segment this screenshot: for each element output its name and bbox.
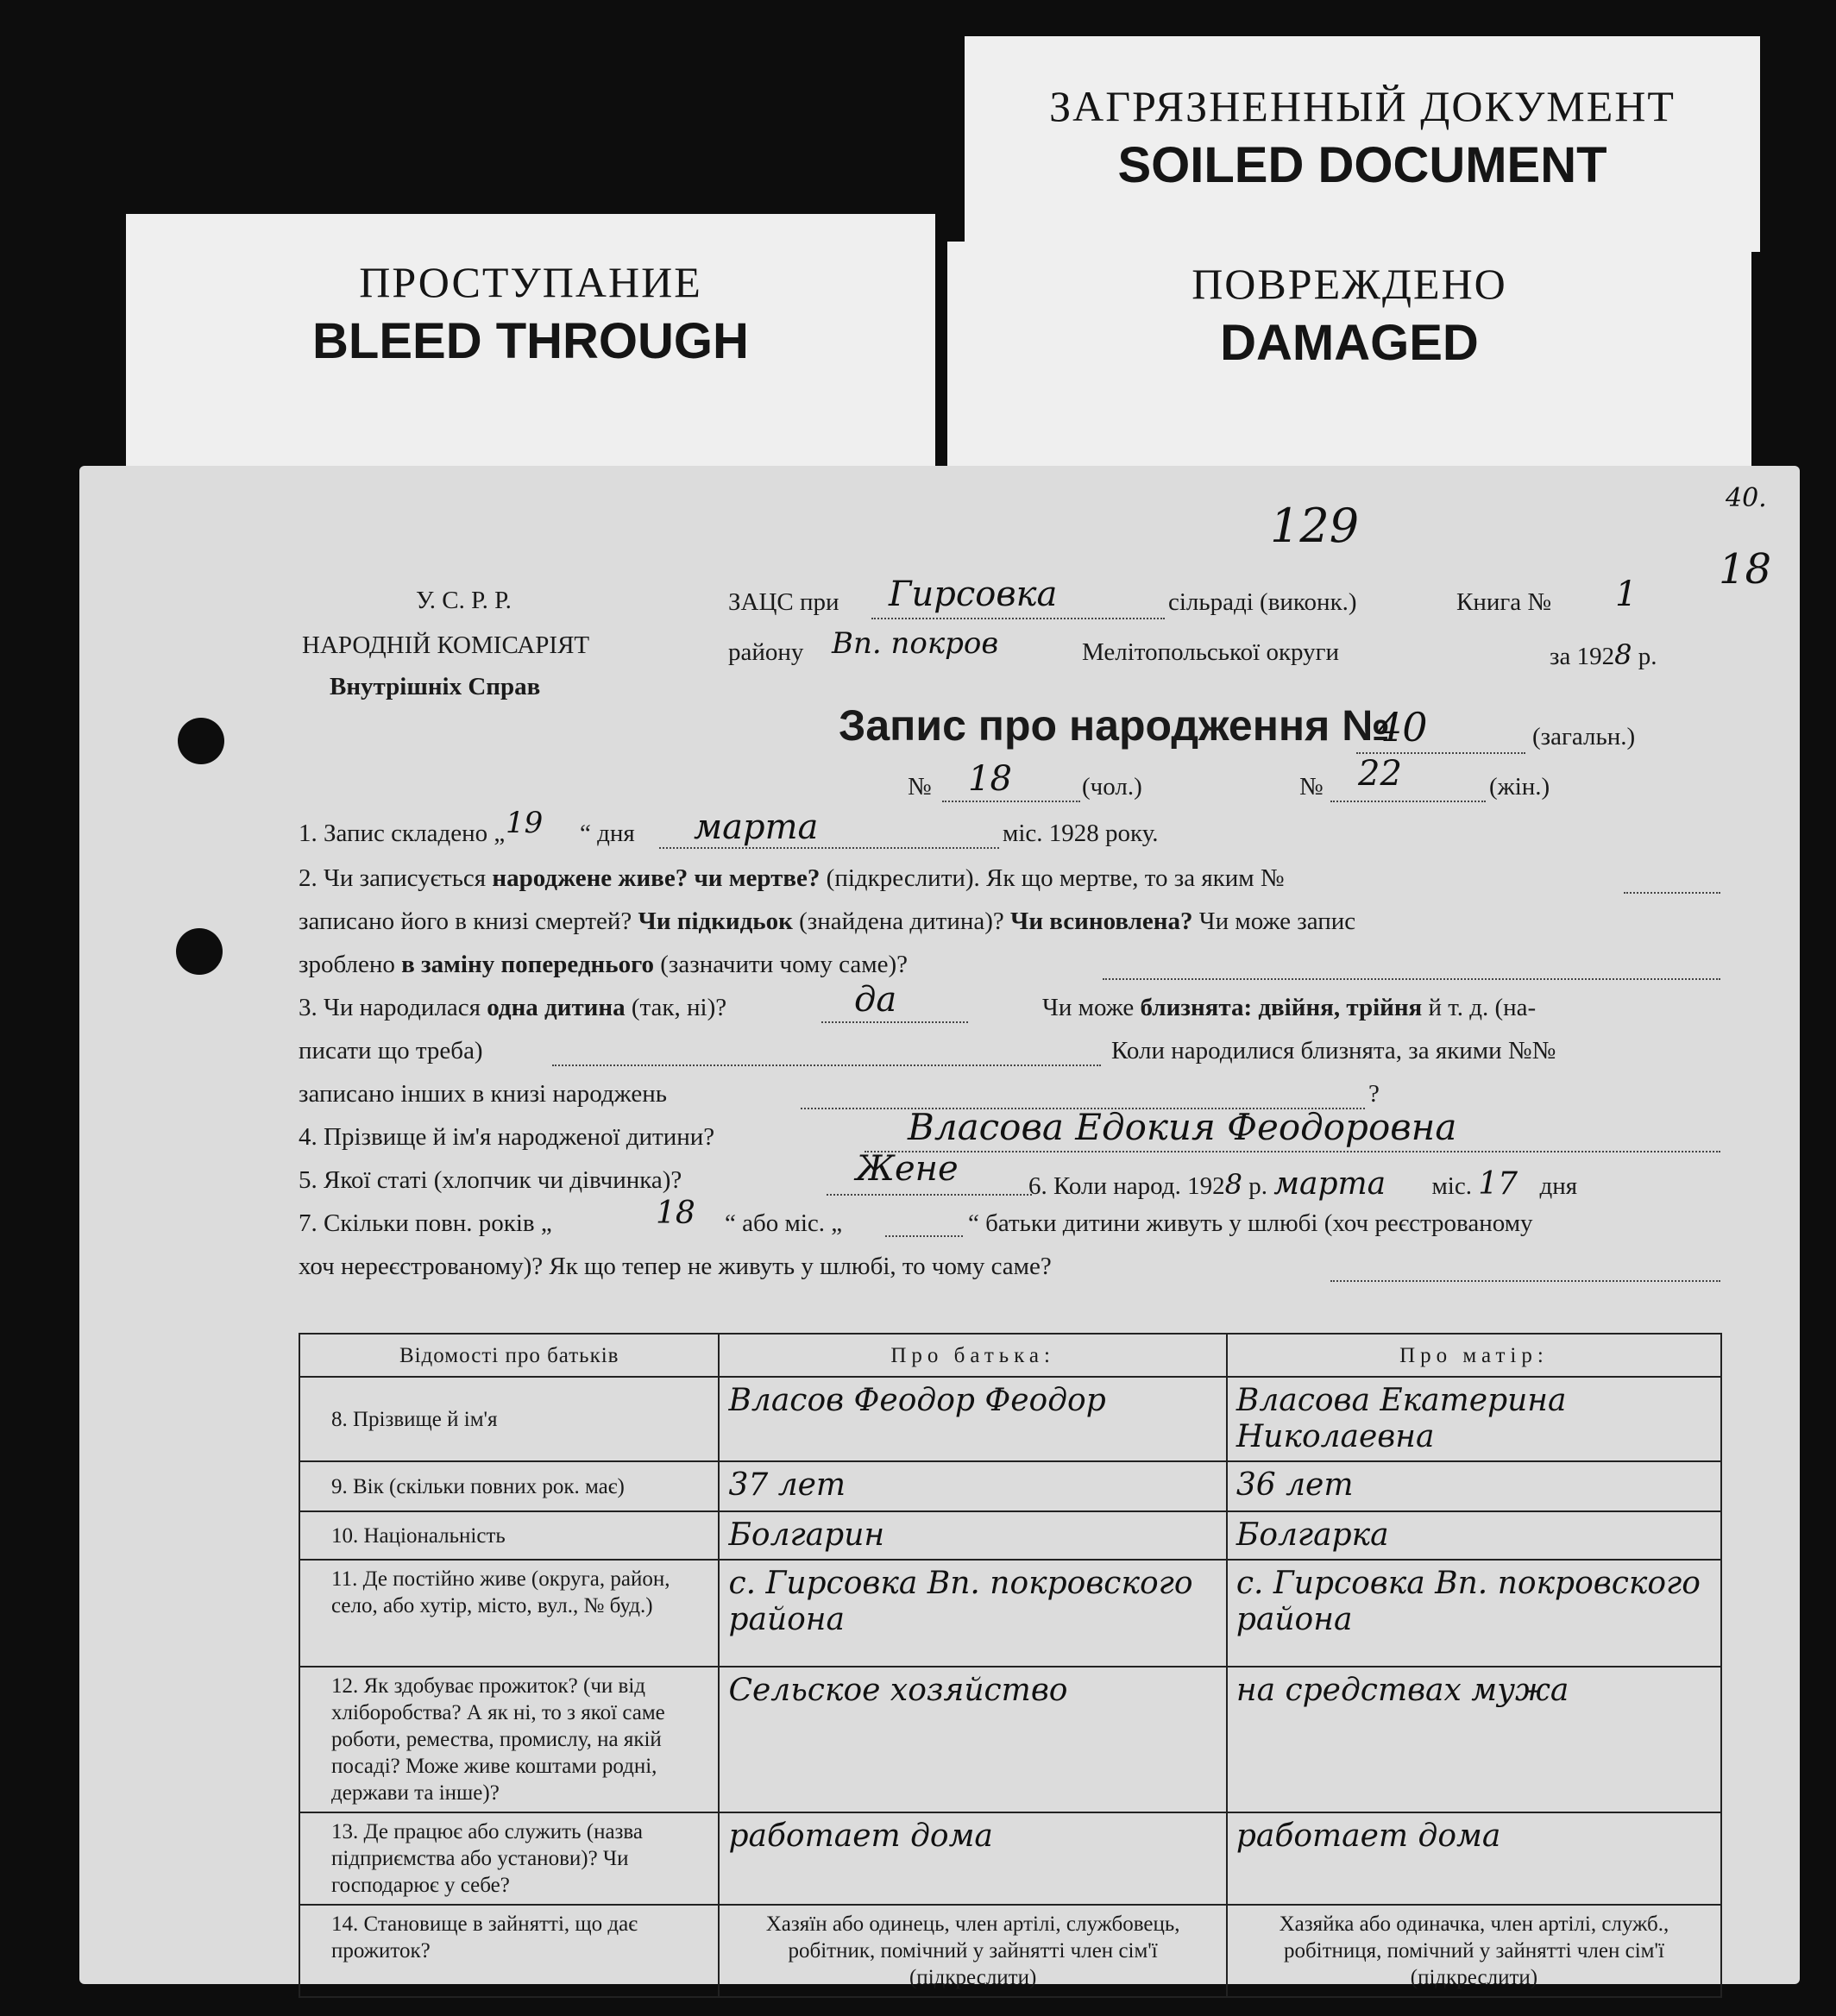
item-2-text: (знайдена дитина)? xyxy=(799,908,1004,935)
row-label: 8. Прізвище й ім'я xyxy=(299,1377,719,1461)
soiled-document-tag xyxy=(965,36,1760,252)
female-no-line xyxy=(1330,801,1486,802)
father-value: Болгарин xyxy=(719,1511,1226,1560)
item-3-q: ? xyxy=(1368,1080,1380,1108)
item-3-line3: записано інших в книзі народжень xyxy=(299,1080,667,1108)
row-label: 13. Де працює або служить (назва підприємства або установи)? Чи господарює у себе? xyxy=(299,1812,719,1905)
item-3-line1b xyxy=(1042,994,1536,1022)
item-3-line xyxy=(821,1021,968,1023)
row-label: 14. Становище в зайнятті, що дає прожиток? xyxy=(299,1905,719,1997)
table-row xyxy=(299,1905,1721,1997)
item-6-text: 6. Коли народ. 192 xyxy=(1028,1172,1225,1200)
row-label: 11. Де постійно живе (округа, район, село, або хутір, місто, вул., № буд.) xyxy=(299,1560,719,1667)
table-header: Про матір: xyxy=(1227,1334,1721,1377)
soiled-tag-ru: ЗАГРЯЗНЕННЫЙ ДОКУМЕНТ xyxy=(1049,82,1676,130)
raion-value: Вп. покров xyxy=(832,626,999,661)
general-label: (загальн.) xyxy=(1532,723,1636,751)
item-2-bold: в заміну попереднього xyxy=(401,951,655,978)
item-2-text: (зазначити чому саме)? xyxy=(660,951,908,978)
item-2-line xyxy=(1624,892,1720,894)
item-7-line2: хоч нереєстрованому)? Як що тепер не живуть у шлюбі, то чому саме? xyxy=(299,1253,1052,1280)
male-no-value: 18 xyxy=(968,759,1012,799)
mother-value: Власова Екатерина Николаевна xyxy=(1227,1377,1721,1461)
father-value: работает дома xyxy=(719,1812,1226,1905)
item-2-text: (підкреслити). Як що мертве, то за яким № xyxy=(826,864,1285,892)
item-6-year: 8 xyxy=(1224,1168,1242,1201)
bleed-through-tag xyxy=(126,214,935,473)
item-4-label: 4. Прізвище й ім'я народженої дитини? xyxy=(299,1123,715,1151)
item-6-month: марта xyxy=(1273,1166,1386,1202)
item-3-text: (так, ні)? xyxy=(631,994,727,1021)
mother-status-options xyxy=(1227,1905,1721,1997)
father-value: Сельское хозяйство xyxy=(719,1667,1226,1812)
soiled-tag-en: SOILED DOCUMENT xyxy=(1117,137,1607,193)
book-value: 1 xyxy=(1615,575,1638,614)
damaged-tag-en: DAMAGED xyxy=(1220,315,1479,371)
zags-label: ЗАЦС при xyxy=(728,588,839,616)
record-title: Запис про народження № xyxy=(839,701,1390,750)
father-value: Власов Феодор Феодор xyxy=(719,1377,1226,1461)
punch-hole xyxy=(178,718,224,764)
mother-value: 36 лет xyxy=(1227,1461,1721,1511)
damaged-tag xyxy=(947,242,1751,474)
record-number: 40 xyxy=(1377,704,1428,751)
item-2-text: 2. Чи записується xyxy=(299,864,487,892)
father-status-options xyxy=(719,1905,1226,1997)
item-1-b: “ дня xyxy=(580,820,635,847)
item-5-label: 5. Якої статі (хлопчик чи дівчинка)? xyxy=(299,1166,682,1194)
father-status-text: Хазяїн або одинець, член артілі, службовець, робітник, помічний у зайнятті член сім'ї xyxy=(765,1912,1180,1963)
table-header-row xyxy=(299,1334,1721,1377)
table-row xyxy=(299,1812,1721,1905)
mother-value: Болгарка xyxy=(1227,1511,1721,1560)
mother-status-text: Хазяйка або одиначка, член артілі, служб., робітниця, помічний у зайнятті член сім'ї xyxy=(1279,1912,1669,1963)
item-2-text: записано його в книзі смертей? xyxy=(299,908,632,935)
item-7-line xyxy=(1330,1280,1720,1282)
item-7-a: 7. Скільки повн. років „ xyxy=(299,1209,552,1237)
father-value: с. Гирсовка Вп. покровского района xyxy=(719,1560,1226,1667)
item-3-text: 3. Чи народилася xyxy=(299,994,481,1021)
female-no-value: 22 xyxy=(1358,754,1402,794)
father-value: 37 лет xyxy=(719,1461,1226,1511)
corner-number: 40. xyxy=(1726,483,1767,513)
item-4-line xyxy=(865,1151,1720,1152)
state-abbrev: У. С. Р. Р. xyxy=(416,587,512,614)
bleed-tag-en: BLEED THROUGH xyxy=(312,313,749,369)
item-2-line3 xyxy=(299,951,908,979)
item-2-line2 xyxy=(299,908,1355,936)
female-label: (жін.) xyxy=(1489,773,1550,801)
table-row xyxy=(299,1377,1721,1461)
table-row xyxy=(299,1667,1721,1812)
table-row xyxy=(299,1511,1721,1560)
item-6-text: міс. xyxy=(1431,1172,1472,1200)
damaged-tag-ru: ПОВРЕЖДЕНО xyxy=(1192,260,1507,308)
item-3-bold: одна дитина xyxy=(487,994,626,1021)
item-2-line1 xyxy=(299,864,1285,893)
item-2-bold: Чи підкидьок xyxy=(638,908,793,935)
table-row xyxy=(299,1461,1721,1511)
year-suffix: р. xyxy=(1638,643,1657,670)
item-3-text: Чи може xyxy=(1042,994,1135,1021)
commissariat: НАРОДНІЙ КОМІСАРІЯТ xyxy=(302,631,590,659)
item-2-line xyxy=(1103,978,1720,980)
margin-book-number: 18 xyxy=(1719,545,1772,593)
ministry: Внутрішніх Справ xyxy=(330,673,541,700)
item-3-bold: близнята: двійня, трійня xyxy=(1140,994,1423,1021)
book-label: Книга № xyxy=(1456,588,1552,616)
item-7-c: “ батьки дитини живуть у шлюбі (хоч реєстрованому xyxy=(968,1209,1533,1237)
table-row xyxy=(299,1560,1721,1667)
bleed-tag-ru: ПРОСТУПАНИЕ xyxy=(359,258,702,306)
item-5-line xyxy=(827,1194,1032,1196)
item-7-line xyxy=(885,1235,963,1237)
page-number: 129 xyxy=(1270,499,1360,553)
item-1-c: міс. 1928 року. xyxy=(1003,820,1159,847)
item-3-line1 xyxy=(299,994,726,1022)
item-5-value: Жене xyxy=(856,1149,959,1189)
female-no-label: № xyxy=(1299,773,1324,801)
raion-label: району xyxy=(728,638,804,666)
okrug-label: Мелітопольської округи xyxy=(1082,638,1340,666)
item-1-month-line xyxy=(659,847,999,849)
zags-value: Гирсовка xyxy=(889,575,1058,614)
year-digit: 8 xyxy=(1614,638,1632,671)
zags-line xyxy=(871,618,1165,619)
item-7-years: 18 xyxy=(656,1196,695,1231)
item-7-b: “ або міс. „ xyxy=(725,1209,843,1237)
item-3-line xyxy=(552,1065,1101,1066)
item-1-day: 19 xyxy=(506,806,544,840)
male-no-label: № xyxy=(908,773,932,801)
item-2-text: зроблено xyxy=(299,951,395,978)
item-6-text: р. xyxy=(1248,1172,1267,1200)
mother-status-note: (підкреслити) xyxy=(1410,1966,1538,1989)
punch-hole xyxy=(176,928,223,975)
mother-value: с. Гирсовка Вп. покровского района xyxy=(1227,1560,1721,1667)
table-header: Про батька: xyxy=(719,1334,1226,1377)
item-3-line2b: Коли народилися близнята, за якими №№ xyxy=(1111,1037,1556,1065)
item-1-a: 1. Запис складено „ xyxy=(299,820,506,847)
year-prefix: за 192 xyxy=(1550,643,1615,670)
table-header: Відомості про батьків xyxy=(299,1334,719,1377)
item-6 xyxy=(1028,1166,1577,1202)
mother-value: работает дома xyxy=(1227,1812,1721,1905)
male-no-line xyxy=(942,801,1080,802)
item-2-bold: народжене живе? чи мертве? xyxy=(492,864,821,892)
mother-value: на средствах мужа xyxy=(1227,1667,1721,1812)
row-label: 10. Національність xyxy=(299,1511,719,1560)
item-6-day: 17 xyxy=(1478,1166,1518,1202)
father-status-note: (підкреслити) xyxy=(909,1966,1037,1989)
male-label: (чол.) xyxy=(1082,773,1142,801)
parents-table xyxy=(299,1333,1722,1998)
item-4-value: Власова Едокия Феодоровна xyxy=(908,1106,1457,1148)
item-3-value: да xyxy=(854,980,897,1020)
birth-record-form xyxy=(79,466,1800,1989)
item-2-bold: Чи всиновлена? xyxy=(1010,908,1193,935)
item-3-line2a: писати що треба) xyxy=(299,1037,483,1065)
item-2-text: Чи може запис xyxy=(1198,908,1356,935)
item-6-text: дня xyxy=(1539,1172,1578,1200)
item-3-text: й т. д. (на- xyxy=(1428,994,1537,1021)
row-label: 9. Вік (скільки повних рок. має) xyxy=(299,1461,719,1511)
selrada-label: сільраді (виконк.) xyxy=(1168,588,1357,616)
row-label: 12. Як здобуває прожиток? (чи від хліборобства? А як ні, то з якої саме роботи, ремества, промислу, на якій посаді? Може живе коштами родні, держави та інше)? xyxy=(299,1667,719,1812)
item-1-month: марта xyxy=(694,807,819,847)
year-line xyxy=(1550,638,1657,671)
